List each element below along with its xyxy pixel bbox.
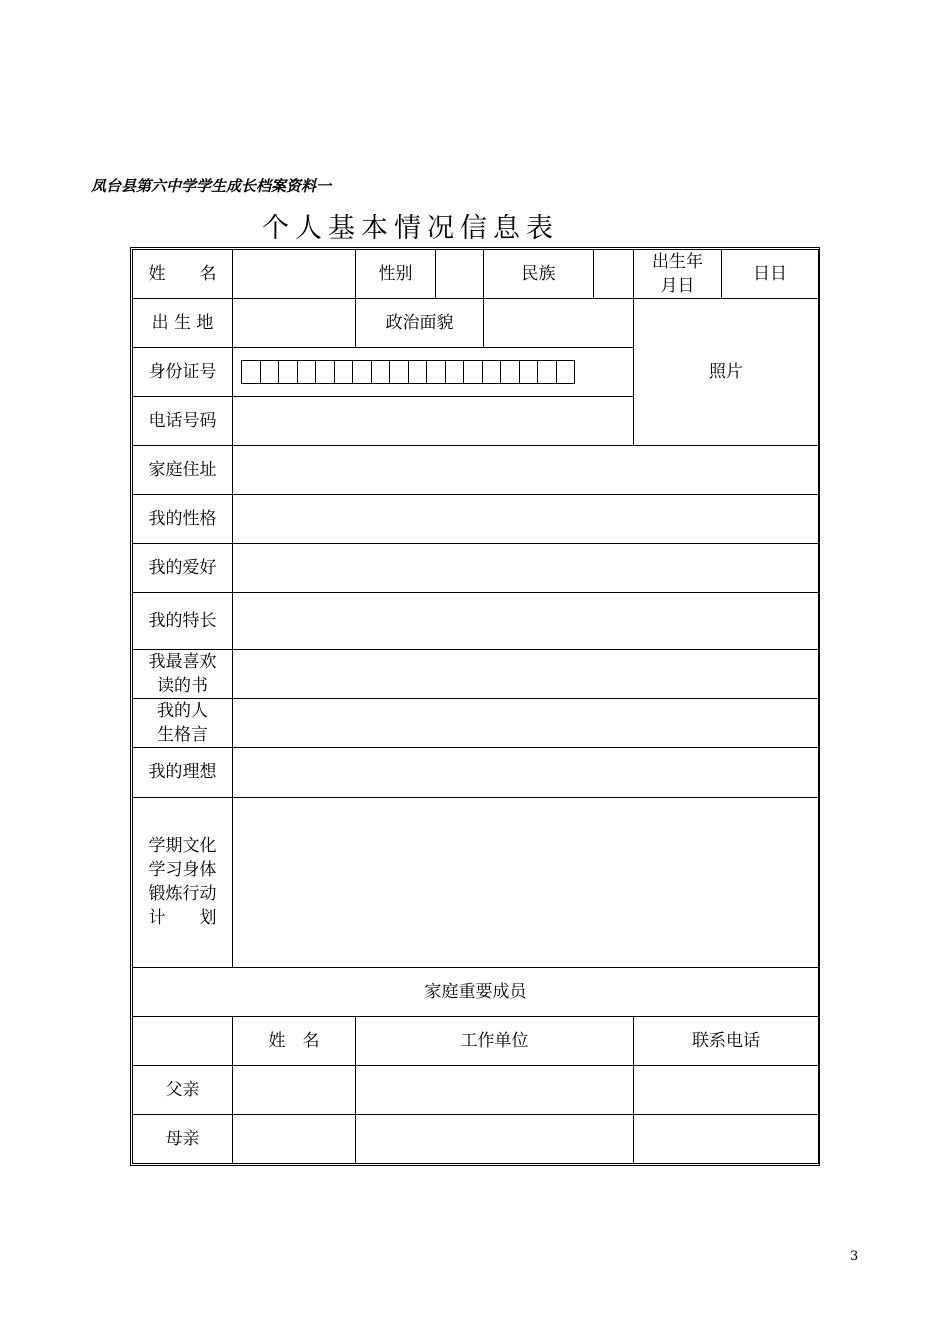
family-col-name: 姓 名 <box>233 1016 356 1065</box>
family-header-blank <box>133 1016 233 1065</box>
id-digit-box[interactable] <box>482 360 502 384</box>
input-phone[interactable] <box>233 397 634 446</box>
input-plan[interactable] <box>233 797 819 967</box>
label-political: 政治面貌 <box>356 299 484 348</box>
label-birth-line2: 月日 <box>660 276 695 297</box>
label-address: 家庭住址 <box>133 446 233 495</box>
id-digit-box[interactable] <box>463 360 483 384</box>
id-digit-box[interactable] <box>352 360 372 384</box>
input-ideal[interactable] <box>233 748 819 797</box>
label-fav-book <box>133 650 233 699</box>
id-digit-box[interactable] <box>315 360 335 384</box>
family-relation-father: 父亲 <box>133 1065 233 1114</box>
label-plan-line3: 锻炼行动 <box>148 884 217 905</box>
family-section-title: 家庭重要成员 <box>133 967 819 1016</box>
info-form <box>130 247 820 1166</box>
label-fav-book-line1: 我最喜欢 <box>148 652 217 673</box>
mother-name-input[interactable] <box>233 1114 356 1163</box>
id-digit-box[interactable] <box>445 360 465 384</box>
input-personality[interactable] <box>233 495 819 544</box>
input-hobby[interactable] <box>233 544 819 593</box>
label-motto <box>133 699 233 748</box>
input-name[interactable] <box>233 250 356 299</box>
label-birth <box>634 250 722 299</box>
label-motto-line1: 我的人 <box>157 701 208 722</box>
label-gender: 性别 <box>356 250 436 299</box>
label-plan-line2: 学习身体 <box>148 860 217 881</box>
label-birth-line1: 出生年 <box>652 252 704 273</box>
id-digit-box[interactable] <box>500 360 520 384</box>
school-header: 凤台县第六中学学生成长档案资料一 <box>91 177 332 195</box>
id-digit-box[interactable] <box>408 360 428 384</box>
id-digit-box[interactable] <box>537 360 557 384</box>
label-fav-book-line2: 读的书 <box>157 676 208 697</box>
label-name: 姓 名 <box>133 250 233 299</box>
info-table <box>132 249 819 1164</box>
id-digit-box[interactable] <box>371 360 391 384</box>
id-digit-box[interactable] <box>260 360 280 384</box>
label-hobby: 我的爱好 <box>133 544 233 593</box>
family-col-work: 工作单位 <box>356 1016 634 1065</box>
label-id-number: 身份证号 <box>133 348 233 397</box>
label-motto-line2: 生格言 <box>157 725 208 746</box>
form-title: 个人基本情况信息表 <box>262 213 559 244</box>
label-specialty: 我的特长 <box>133 593 233 650</box>
input-motto[interactable] <box>233 699 819 748</box>
father-work-input[interactable] <box>356 1065 634 1114</box>
input-address[interactable] <box>233 446 819 495</box>
father-name-input[interactable] <box>233 1065 356 1114</box>
label-plan-line4: 计 划 <box>148 908 217 929</box>
id-digit-box[interactable] <box>556 360 576 384</box>
label-plan <box>133 797 233 967</box>
input-birth-day[interactable]: 日日 <box>722 250 819 299</box>
id-digit-box[interactable] <box>519 360 539 384</box>
family-col-phone: 联系电话 <box>634 1016 819 1065</box>
input-gender[interactable] <box>436 250 484 299</box>
input-specialty[interactable] <box>233 593 819 650</box>
input-political[interactable] <box>484 299 634 348</box>
father-phone-input[interactable] <box>634 1065 819 1114</box>
id-digit-box[interactable] <box>297 360 317 384</box>
id-digit-box[interactable] <box>426 360 446 384</box>
input-ethnicity[interactable] <box>594 250 634 299</box>
input-id-number[interactable] <box>233 348 634 397</box>
label-personality: 我的性格 <box>133 495 233 544</box>
id-digit-box[interactable] <box>389 360 409 384</box>
mother-phone-input[interactable] <box>634 1114 819 1163</box>
mother-work-input[interactable] <box>356 1114 634 1163</box>
family-relation-mother: 母亲 <box>133 1114 233 1163</box>
input-fav-book[interactable] <box>233 650 819 699</box>
photo-box[interactable]: 照片 <box>634 299 819 446</box>
label-phone: 电话号码 <box>133 397 233 446</box>
label-ethnicity: 民族 <box>484 250 594 299</box>
id-digit-box[interactable] <box>241 360 261 384</box>
input-birthplace[interactable] <box>233 299 356 348</box>
label-birthplace: 出 生 地 <box>133 299 233 348</box>
label-ideal: 我的理想 <box>133 748 233 797</box>
id-digit-boxes[interactable] <box>233 348 633 396</box>
id-digit-box[interactable] <box>278 360 298 384</box>
page-number: 3 <box>850 1249 859 1264</box>
label-plan-line1: 学期文化 <box>148 836 217 857</box>
id-digit-box[interactable] <box>334 360 354 384</box>
